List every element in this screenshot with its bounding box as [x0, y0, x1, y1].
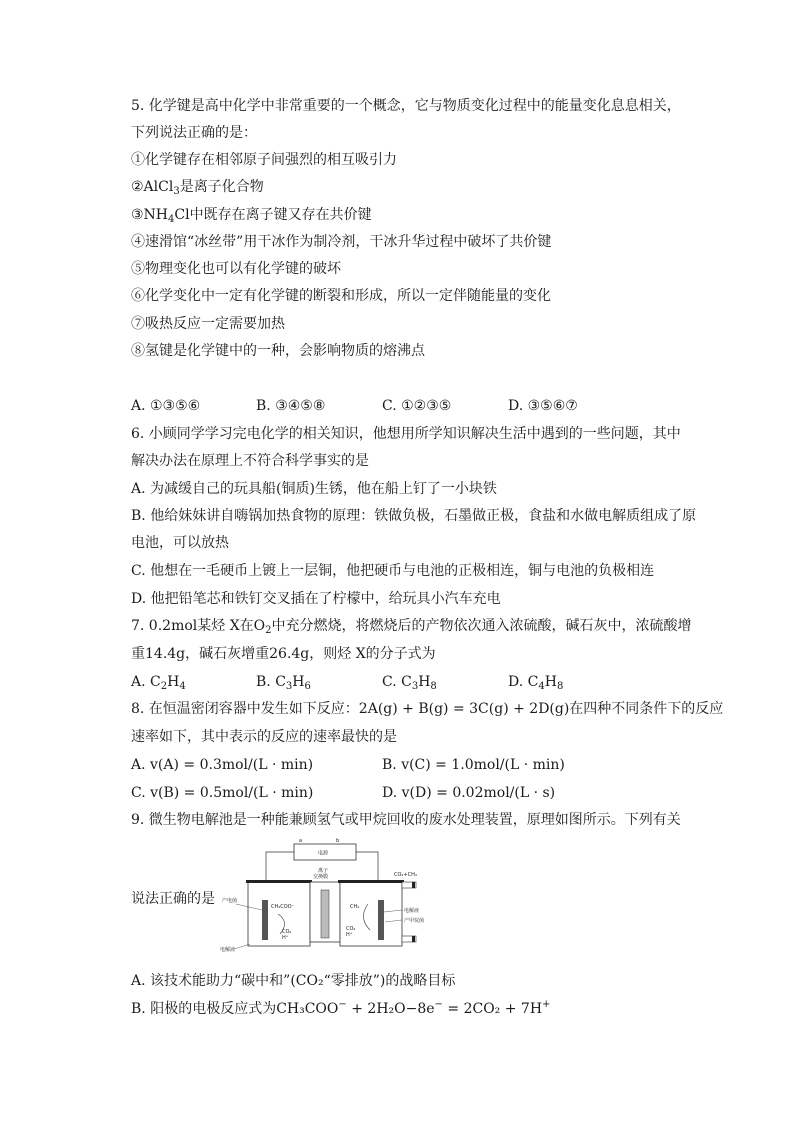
- q9-stem-line1: 9. 微生物电解池是一种能兼顾氢气或甲烷回收的废水处理装置，原理如图所示。下列有关: [131, 812, 681, 828]
- q8-stem-line2: 速率如下，其中表示的反应的速率最快的是: [131, 729, 397, 745]
- right-h-label: H⁺: [346, 932, 353, 938]
- q8-option-b: B. v(C) = 1.0mol/(L · min): [382, 757, 565, 773]
- q5-stem-line2: 下列说法正确的是：: [131, 125, 257, 141]
- q7-option-d: D. $C_4H_8$: [508, 674, 564, 692]
- q6-option-c: C. 他想在一毛硬币上镀上一层铜，他把硬币与电池的正极相连，铜与电池的负极相连: [131, 563, 655, 579]
- q6-option-d: D. 他把铅笔芯和铁钉交叉插在了柠檬中，给玩具小汽车充电: [131, 591, 501, 607]
- membrane-label-line2: 交换膜: [313, 874, 329, 880]
- electrolysis-cell-diagram: [218, 838, 450, 958]
- q9-stem-line2: 说法正确的是: [131, 891, 215, 907]
- right-chamber-lid: [338, 880, 404, 883]
- q6-option-b-line1: B. 他给妹妹讲自嗨锅加热食物的原理：铁做负极，石墨做正极，食盐和水做电解质组成了原: [131, 508, 697, 524]
- power-supply-label: 电源: [318, 850, 329, 857]
- left-acetate-label: CH₃COO⁻: [271, 904, 295, 910]
- q8-option-a: A. v(A) = 0.3mol/(L · min): [131, 757, 314, 773]
- left-chamber-lid: [246, 880, 312, 883]
- right-electrode: [378, 900, 384, 940]
- right-ch4-label: CH₄: [350, 904, 360, 910]
- q9-option-a: A. 该技术能助力“碳中和”(CO₂“零排放”)的战略目标: [131, 973, 456, 989]
- left-electrode: [262, 900, 268, 940]
- left-chamber: [248, 882, 310, 946]
- q5-stem-line1: 5. 化学键是高中化学中非常重要的一个概念，它与物质变化过程中的能量变化息息相关，: [131, 98, 681, 114]
- q8-option-d: D. v(D) = 0.02mol/(L · s): [382, 785, 556, 801]
- q5-option-c: C. ①②③⑤: [382, 398, 452, 414]
- q8-option-c: C. v(B) = 0.5mol/(L · min): [131, 785, 314, 801]
- q5-statement-8: ⑧氢键是化学键中的一种，会影响物质的熔沸点: [131, 343, 425, 359]
- liquid-outlet-cap: [412, 936, 415, 942]
- q5-option-a: A. ①③⑤⑥: [131, 398, 201, 414]
- wire-right: [356, 852, 378, 882]
- q5-option-b: B. ③④⑤⑧: [256, 398, 326, 414]
- wire-left: [266, 852, 294, 882]
- q8-stem-line1: 8. 在恒温密闭容器中发生如下反应：2A(g) + B(g) = 3C(g) + 2D(g)在四种不同条件下的反应: [131, 701, 724, 717]
- left-h-label: H⁺: [282, 935, 289, 941]
- q5-option-d: D. ③⑤⑥⑦: [508, 398, 578, 414]
- q5-statement-4: ④速滑馆“冰丝带”用干冰作为制冷剂，干冰升华过程中破坏了共价键: [131, 234, 552, 250]
- q7-option-b: B. $C_3H_6$: [256, 674, 311, 692]
- left-co2-label: CO₂: [282, 929, 292, 935]
- q9-option-b: B. 阳极的电极反应式为CH₃COO− + 2H₂O−8e− = 2CO₂ + 7H+: [131, 999, 551, 1017]
- q7-option-c: C. $C_3H_8$: [382, 674, 437, 692]
- right-electrolyte-label: 电解液: [404, 908, 420, 914]
- q7-stem-line1: 7. 0.2mol某烃 X在$O_2$中充分燃烧，将燃烧后的产物依次通入浓硫酸，碱石灰中，浓硫酸增: [131, 618, 692, 636]
- q6-option-b-line2: 电池，可以放热: [131, 535, 229, 551]
- terminal-a-label: a: [299, 838, 303, 844]
- q5-statement-7: ⑦吸热反应一定需要加热: [131, 316, 285, 332]
- q6-option-a: A. 为减缓自己的玩具船(铜质)生锈，他在船上钉了一小块铁: [131, 481, 497, 497]
- q5-statement-3: $③NH_4Cl$中既存在离子键又存在共价键: [131, 207, 372, 225]
- gas-outlet-cap: [412, 882, 415, 888]
- right-co2-label: CO₂: [346, 926, 356, 932]
- left-electrolyte-pointer: [234, 944, 250, 949]
- q5-statement-1: ①化学键存在相邻原子间强烈的相互吸引力: [131, 152, 397, 168]
- q7-stem-line2: 重14.4g，碱石灰增重26.4g，则烃 X的分子式为: [131, 646, 436, 662]
- q7-option-a: A. $C_2H_4$: [131, 674, 186, 692]
- right-bacteria-label: 产甲烷菌: [404, 918, 425, 924]
- q5-statement-6: ⑥化学变化中一定有化学键的断裂和形成，所以一定伴随能量的变化: [131, 288, 551, 304]
- q6-stem-line1: 6. 小顾同学学习完电化学的相关知识，他想用所学知识解决生活中遇到的一些问题，其中: [131, 426, 681, 442]
- left-bacteria-label: 产电菌: [222, 898, 238, 904]
- q6-stem-line2: 解决办法在原理上不符合科学事实的是: [131, 453, 369, 469]
- ion-exchange-membrane: [321, 890, 329, 938]
- left-electrolyte-label: 电解液: [220, 947, 236, 953]
- q5-statement-5: ⑤物理变化也可以有化学键的破坏: [131, 261, 341, 277]
- membrane-label-line1: 离子: [318, 868, 329, 874]
- right-outlet-label: CO₂+CH₄: [394, 872, 417, 878]
- q5-statement-2: ②AlCl$_3$是离子化合物: [131, 179, 264, 197]
- terminal-b-label: b: [336, 838, 340, 844]
